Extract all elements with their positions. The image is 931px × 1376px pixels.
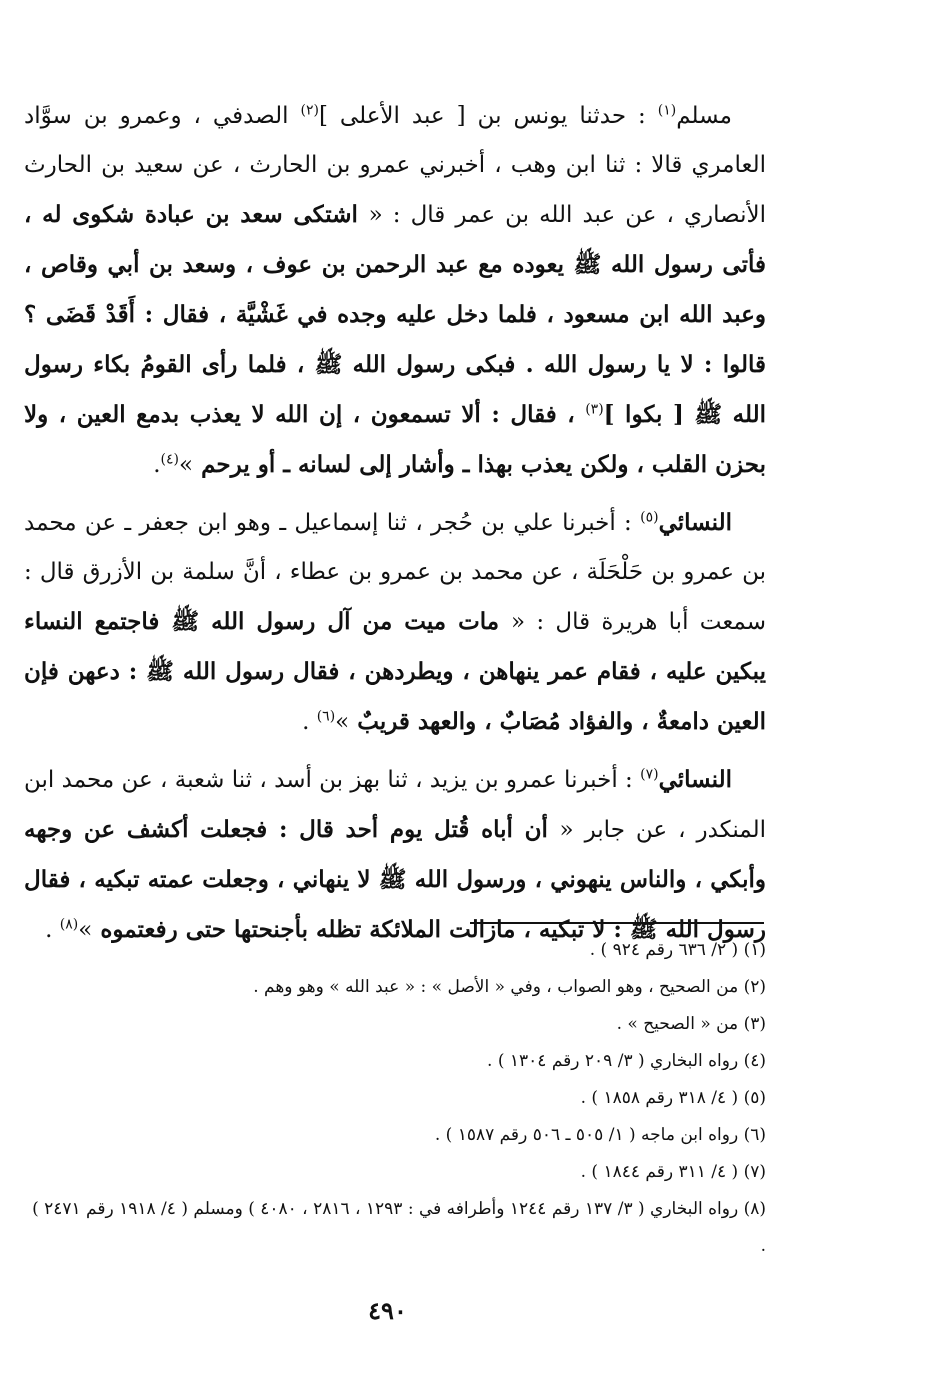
- hadith-text: أن أباه قُتل يوم أحد قال : فجعلت أكشف عن وجهه وأبكي ، والناس ينهوني ، ورسول الله ﷺ لا ينهاني ، وجعلت عمته تبكيه ، فقال رسول الله ﷺ : لا تبكيه ، مازالت الملائكة تظله بأجنحتها حتى رفعتموه: [24, 816, 766, 943]
- paragraph-end: .: [153, 452, 161, 478]
- isnad-text: : أخبرنا علي بن حُجر ، ثنا إسماعيل ـ وهو ابن جعفر ـ عن محمد بن عمرو بن حَلْحَلَة ، عن محمد بن عمرو بن عطاء ، أنَّ سلمة بن الأزرق قال : سمعت أبا هريرة قال : «: [24, 510, 767, 635]
- narrator-name: النسائي: [658, 766, 732, 793]
- quote-close: »: [335, 709, 350, 735]
- isnad-text: : أخبرنا عمرو بن يزيد ، ثنا بهز بن أسد ، ثنا شعبة ، عن محمد ابن المنكدر ، عن جابر «: [24, 767, 766, 843]
- narrator-name: النسائي: [658, 509, 732, 536]
- footnote-item: (٨) رواه البخاري ( ٣/ ١٣٧ رقم ١٢٤٤ وأطرافه في : ١٢٩٣ ، ٢٨١٦ ، ٤٠٨٠ ) ومسلم ( ٤/ ١٩١٨ رقم ٢٤٧١ ) .: [32, 1199, 766, 1256]
- isnad-text: : حدثنا يونس بن [ عبد الأعلى ]: [318, 103, 658, 129]
- footnote-item: (٧) ( ٤/ ٣١١ رقم ١٨٤٤ ) .: [580, 1162, 766, 1182]
- narrator-name: مسلم: [676, 103, 732, 129]
- footnote-ref: (٤): [160, 451, 180, 468]
- paragraph-nasai-1: [24, 498, 766, 747]
- quote-close: »: [179, 452, 194, 478]
- footnote-item: (٤) رواه البخاري ( ٣/ ٢٠٩ رقم ١٣٠٤ ) .: [487, 1051, 766, 1071]
- hadith-text: اشتكى سعد بن عبادة شكوى له ، فأتى رسول الله ﷺ يعوده مع عبد الرحمن بن عوف ، وسعد بن أبي وقاص ، وعبد الله ابن مسعود ، فلما دخل عليه وجده في غَشْيَّة ، فقال : أَقَدْ قَضَى ؟ قالوا : لا يا رسول الله . فبكى رسول الله ﷺ ، فلما رأى القومُ بكاء رسول الله ﷺ [ بكوا ]: [24, 201, 767, 428]
- paragraph-end: .: [45, 917, 60, 943]
- footnote-ref: (١): [657, 102, 677, 119]
- paragraph-end: .: [302, 709, 317, 735]
- footnotes: [24, 932, 766, 1265]
- hadith-text: مات ميت من آل رسول الله ﷺ فاجتمع النساء يبكين عليه ، فقام عمر ينهاهن ، ويطردهن ، فقال رسول الله ﷺ : دعهن فإن العين دامعةٌ ، والفؤاد مُصَابٌ ، والعهد قريبٌ: [24, 608, 766, 735]
- footnote-item: (٥) ( ٤/ ٣١٨ رقم ١٨٥٨ ) .: [580, 1088, 766, 1108]
- footnote-ref: (٥): [640, 509, 659, 526]
- footnote-ref: (٣): [585, 401, 604, 418]
- footnote-item: (٣) من « الصحيح » .: [616, 1014, 766, 1034]
- paragraph-nasai-2: [24, 755, 766, 955]
- footnote-divider: [470, 922, 764, 924]
- main-text: [24, 92, 766, 963]
- quote-close: »: [78, 917, 93, 943]
- footnote-ref: (٨): [59, 916, 79, 933]
- isnad-text: الصدفي ، وعمرو بن سوَّاد العامري قالا : ثنا ابن وهب ، أخبرني عمرو بن الحارث ، عن سعيد بن الحارث الأنصاري ، عن عبد الله بن عمر قال : «: [24, 103, 766, 228]
- page-number: ٤٩٠: [368, 1296, 407, 1325]
- footnote-ref: (٧): [640, 766, 659, 783]
- footnote-item: (١) ( ٢/ ٦٣٦ رقم ٩٢٤ ) .: [589, 940, 766, 960]
- hadith-text: ، فقال : ألا تسمعون ، إن الله لا يعذب بدمع العين ، ولا بحزن القلب ، ولكن يعذب بهذا ـ وأشار إلى لسانه ـ أو يرحم: [24, 401, 766, 478]
- footnote-item: (٢) من الصحيح ، وهو الصواب ، وفي « الأصل » : « عبد الله » وهو وهم .: [253, 977, 766, 997]
- footnote-item: (٦) رواه ابن ماجه ( ١/ ٥٠٥ ـ ٥٠٦ رقم ١٥٨٧ ) .: [434, 1125, 766, 1145]
- footnote-ref: (٢): [300, 102, 319, 119]
- footnote-ref: (٦): [316, 708, 336, 725]
- paragraph-muslim: [24, 92, 766, 490]
